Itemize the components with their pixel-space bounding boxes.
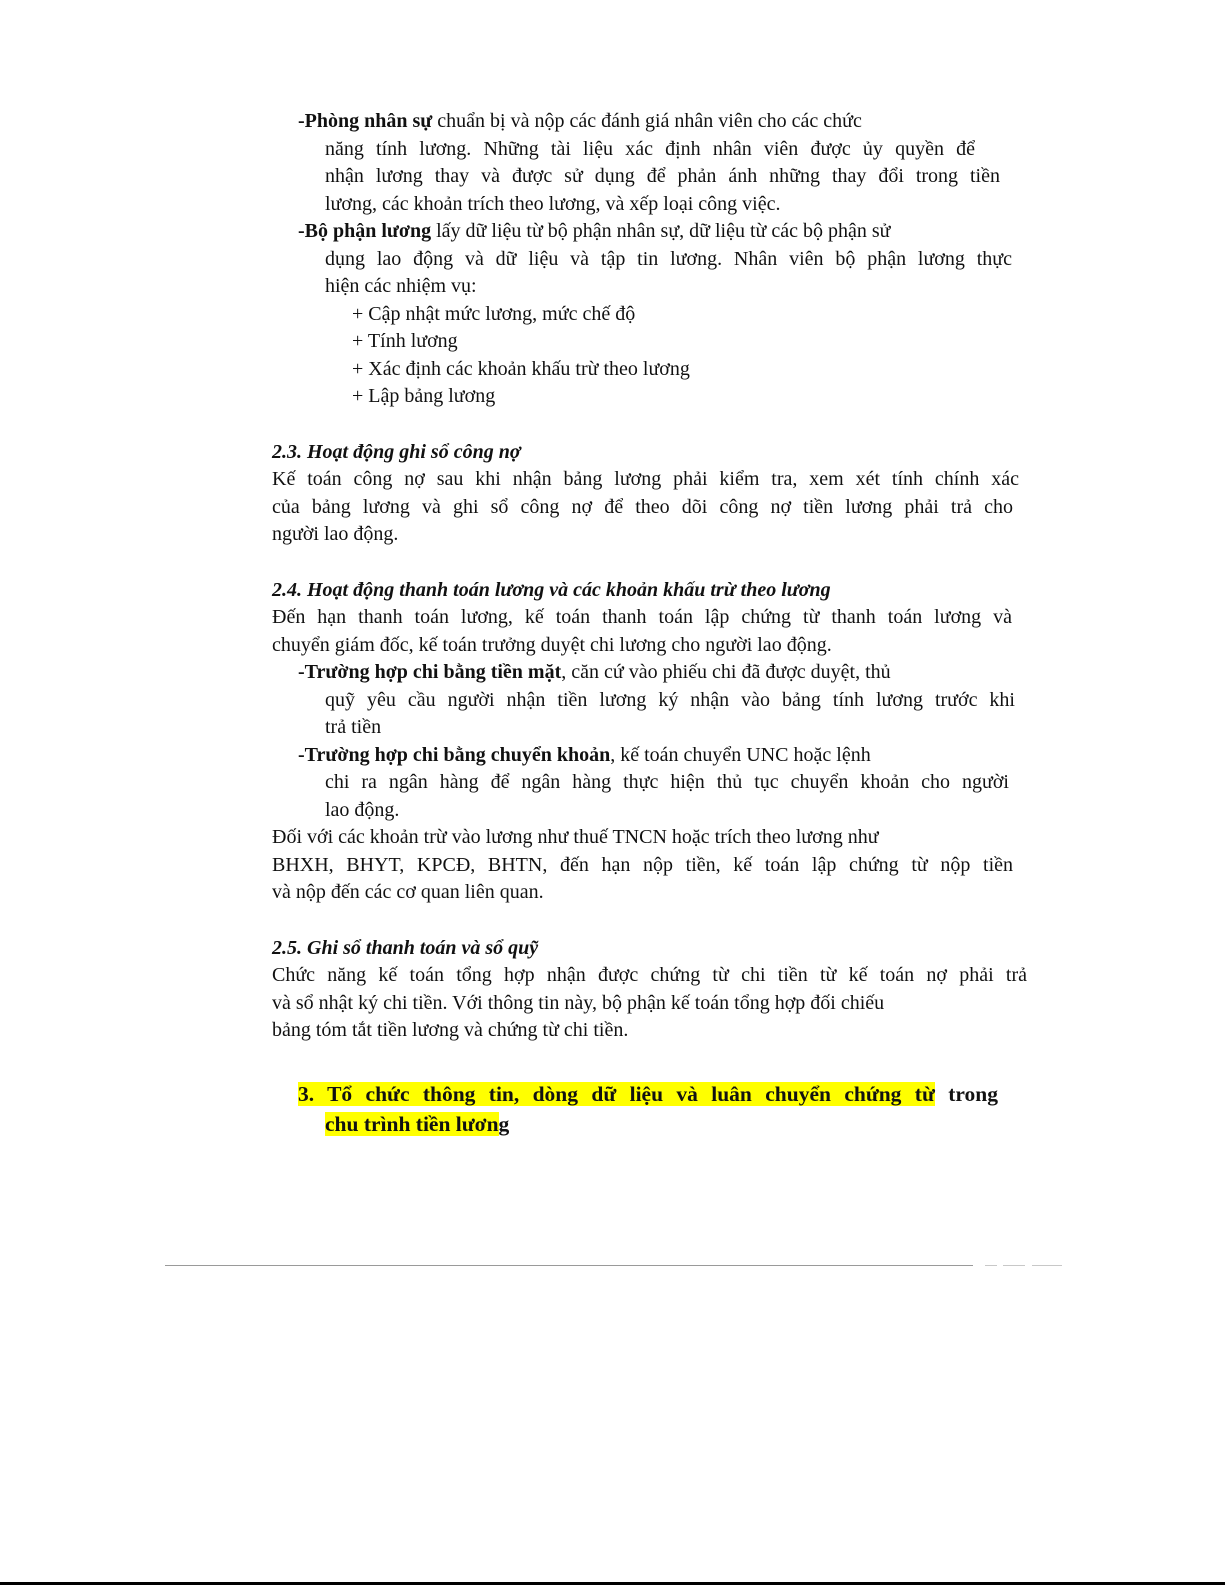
- heading-tail: trong: [934, 1082, 998, 1106]
- footer-rule: [165, 1265, 973, 1266]
- list-item: + Lập bảng lương: [352, 385, 496, 407]
- hr-line-3: nhận lương thay và được sử dụng để phản ánh những thay đổi trong tiền: [325, 165, 1000, 187]
- paragraph-line: Chức năng kế toán tổng hợp nhận được chứng từ chi tiền từ kế toán nợ phải trả: [272, 964, 1027, 986]
- cash-case-line-3: trả tiền: [325, 716, 382, 738]
- paragraph-line: Đến hạn thanh toán lương, kế toán thanh toán lập chứng từ thanh toán lương và: [272, 606, 1012, 628]
- transfer-case-label: -Trường hợp chi bằng chuyển khoản: [298, 744, 611, 766]
- cash-case-text: , căn cứ vào phiếu chi đã được duyệt, thủ: [561, 661, 891, 683]
- hr-line-1: [298, 109, 862, 133]
- highlighted-heading: 3. Tổ chức thông tin, dòng dữ liệu và luân chuyển chứng từ: [298, 1082, 935, 1106]
- payroll-line-2: dụng lao động và dữ liệu và tập tin lương. Nhân viên bộ phận lương thực: [325, 248, 1012, 270]
- transfer-case-line-1: [298, 743, 871, 767]
- list-item: + Cập nhật mức lương, mức chế độ: [352, 303, 636, 325]
- cash-case-label: -Trường hợp chi bằng tiền mặt: [298, 661, 562, 683]
- hr-dept-label: -Phòng nhân sự: [298, 110, 433, 132]
- payroll-line-1: [298, 219, 891, 243]
- highlighted-heading: chu trình tiền lươn: [325, 1112, 499, 1136]
- list-item: + Xác định các khoản khấu trừ theo lương: [352, 358, 690, 380]
- payroll-dept-label: -Bộ phận lương: [298, 220, 432, 242]
- section-heading-2-3: 2.3. Hoạt động ghi sổ công nợ: [272, 441, 521, 463]
- paragraph-line: người lao động.: [272, 523, 399, 545]
- hr-line-4: lương, các khoản trích theo lương, và xếp loại công việc.: [325, 193, 781, 215]
- transfer-case-line-2: chi ra ngân hàng để ngân hàng thực hiện thủ tục chuyển khoản cho người: [325, 771, 1009, 793]
- paragraph-line: Đối với các khoản trừ vào lương như thuế TNCN hoặc trích theo lương như: [272, 826, 879, 848]
- payroll-text: lấy dữ liệu từ bộ phận nhân sự, dữ liệu từ các bộ phận sử: [431, 220, 891, 242]
- hr-text: chuẩn bị và nộp các đánh giá nhân viên cho các chức: [432, 110, 862, 132]
- transfer-case-line-3: lao động.: [325, 799, 400, 821]
- paragraph-line: Kế toán công nợ sau khi nhận bảng lương phải kiểm tra, xem xét tính chính xác: [272, 468, 1019, 490]
- cash-case-line-2: quỹ yêu cầu người nhận tiền lương ký nhận vào bảng tính lương trước khi: [325, 689, 1015, 711]
- section-heading-2-4: 2.4. Hoạt động thanh toán lương và các khoản khấu trừ theo lương: [272, 579, 831, 601]
- section-heading-3-line-1: [298, 1082, 998, 1106]
- paragraph-line: và sổ nhật ký chi tiền. Với thông tin này, bộ phận kế toán tổng hợp đối chiếu: [272, 992, 885, 1014]
- heading-tail: g: [498, 1112, 510, 1136]
- payroll-line-3: hiện các nhiệm vụ:: [325, 275, 477, 297]
- paragraph-line: của bảng lương và ghi sổ công nợ để theo dõi công nợ tiền lương phải trả cho: [272, 496, 1013, 518]
- list-item: + Tính lương: [352, 330, 458, 352]
- section-heading-3-line-2: [325, 1112, 509, 1136]
- footer-rule-dash: [1032, 1265, 1062, 1266]
- footer-rule-dash: [1003, 1265, 1025, 1266]
- paragraph-line: bảng tóm tắt tiền lương và chứng từ chi tiền.: [272, 1019, 629, 1041]
- hr-line-2: năng tính lương. Những tài liệu xác định nhân viên được ủy quyền để: [325, 138, 975, 160]
- cash-case-line-1: [298, 660, 891, 684]
- paragraph-line: chuyển giám đốc, kế toán trưởng duyệt chi lương cho người lao động.: [272, 634, 832, 656]
- section-heading-2-5: 2.5. Ghi sổ thanh toán và sổ quỹ: [272, 937, 539, 959]
- transfer-case-text: , kế toán chuyển UNC hoặc lệnh: [610, 744, 871, 766]
- paragraph-line: BHXH, BHYT, KPCĐ, BHTN, đến hạn nộp tiền, kế toán lập chứng từ nộp tiền: [272, 854, 1013, 876]
- footer-rule-dash: [985, 1265, 997, 1266]
- paragraph-line: và nộp đến các cơ quan liên quan.: [272, 881, 544, 903]
